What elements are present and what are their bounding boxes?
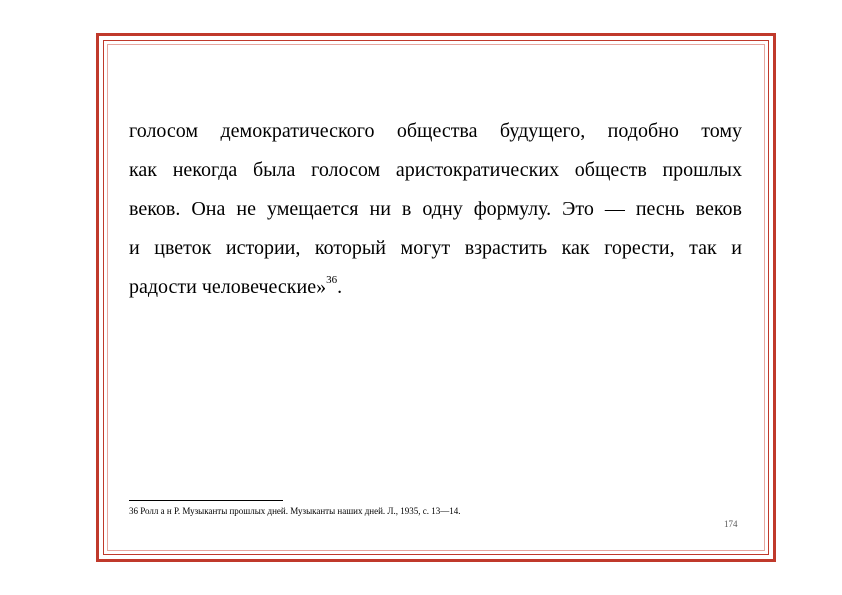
footnote-separator xyxy=(129,500,283,501)
body-line: и цветок истории, который могут взрастить как горести, так и xyxy=(129,237,742,259)
body-paragraph xyxy=(129,112,742,307)
sentence-end: . xyxy=(337,276,343,298)
body-line-last xyxy=(129,268,742,307)
body-line-text: радости человеческие» xyxy=(129,276,327,298)
body-line: как некогда была голосом аристократических обществ прошлых xyxy=(129,159,742,181)
body-line: голосом демократического общества будущего, подобно тому xyxy=(129,120,742,142)
footnote-text: 36 Ролл а н Р. Музыканты прошлых дней. Музыканты наших дней. Л., 1935, с. 13—14. xyxy=(129,506,461,516)
body-line: веков. Она не умещается ни в одну формулу. Это — песнь веков xyxy=(129,198,742,220)
page-number: 174 xyxy=(724,519,738,529)
footnote-reference[interactable]: 36 xyxy=(326,274,338,287)
